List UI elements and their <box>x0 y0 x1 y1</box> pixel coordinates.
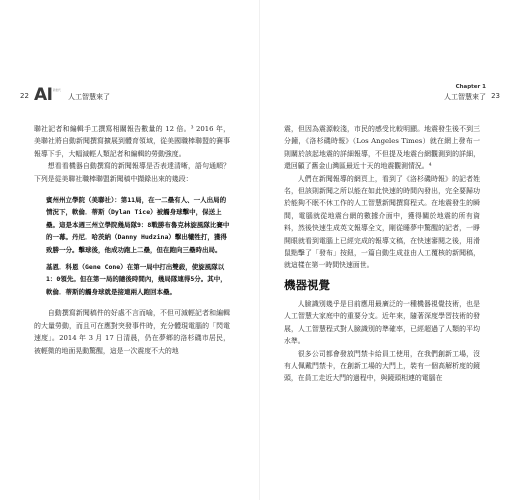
right-running-header <box>380 84 500 106</box>
paragraph: 聯社記者和編輯手工撰寫相關報告數量的 12 倍。³ 2016 年，美聯社將自動新聞撰寫擴展到體育領域，從美國職棒聯盟的賽事報導下手，大幅減輕人類記者和編輯的勞動強度。 <box>34 125 230 158</box>
section-heading: 機器視覺 <box>284 277 330 292</box>
right-page-number: 23 <box>491 92 500 100</box>
paragraph: 很多公司都會發放門禁卡給員工使用，在我們創新工場，沒有人佩戴門禁卡，在創新工場的大門上，裝有一個高解析度的鏡頭，在員工走近大門的過程中，與鏡頭相連的電腦在 <box>284 349 480 383</box>
ai-logo-subtext: 新世代 <box>53 89 61 92</box>
right-running-title: 人工智慧來了 <box>444 93 486 101</box>
paragraph: 震，但因為震源較淺，市民的感受比較明顯。地震發生後不到三分鐘，《洛杉磯時報》（Los Angeles Times）就在網上發布一則關於該起地震的詳細報導，不但提及地震台網觀測到的詳細，還回顧了舊金山灣區最近十天的地震觀測情況。⁴ <box>284 125 480 171</box>
quote-paragraph: 賓州州立學院（美聯社）：第11局，在一二壘有人、一人出局的情況下，軟倫．蒂斯（Dylan Tice）被觸身球擊中，保送上壘。這是本週三州立學院幾局隊9：8戰勝布魯克林旋風隊比賽中的一幕。丹尼．哈茨納（Danny Hudzina）擊出犧牲打，獲得致勝一分。擊球後，他成功跑上二壘，但在跑向三壘時出局。 <box>46 196 230 254</box>
block-quote <box>46 194 230 298</box>
paragraph: 人們在新聞報導的網頁上，看到了《洛杉磯時報》的記者姓名，但該則新聞之所以能在如此快速的時間內發出，完全要歸功於能夠不眠不休工作的人工智慧新聞撰寫程式。在地震發生的瞬間，電腦就從地震台網的數據介面中，獲得關於地震的所有資料，然後快速生成英文報導全文，剛從睡夢中驚醒的記者，一睜開眼就看到電腦上已經完成的報導文稿，在快速審閱之後，用滑鼠點擊了「發布」按鈕，一篇自動生成並由人工覆核的新聞稿，就這樣在第一時間快速面世。 <box>284 174 480 270</box>
ai-logo: AI <box>34 85 53 105</box>
right-body <box>284 123 480 385</box>
left-body <box>34 123 230 357</box>
left-running-header <box>20 86 240 106</box>
left-running-title: 人工智慧來了 <box>68 93 110 101</box>
left-page-number: 22 <box>20 92 29 100</box>
paragraph: 想看看機器自動撰寫的新聞報導是否表達清晰，語句通順？下列是從美聯社職棒聯盟新聞稿中擷錄出來的幾段： <box>34 162 230 183</box>
chapter-label: Chapter 1 <box>455 84 486 90</box>
paragraph: 自動撰寫新聞稿件的好處不言而喻，不但可減輕記者和編輯的大量勞動，而且可在應對突發事件時，充分體現電腦的「閃電速度」。2014 年 3 月 17 日清晨，仍在夢鄉的洛杉磯市居民，被輕微的地面晃動驚醒，這是一次震度不大的地 <box>34 309 230 355</box>
paragraph: 人臉識別幾乎是目前應用最廣泛的一種機器視覺技術，也是人工智慧大家庭中的重要分支。近年來，隨著深度學習技術的發展，人工智慧程式對人臉識別的準確率，已經超過了人類的平均水準。 <box>284 299 480 346</box>
quote-paragraph: 基恩．科恩（Gene Cone）在第一局中打出雙殺，使旋風隊以1：0領先。但在第一局的隨後時間內，幾局隊連得5分。其中，軟倫．蒂斯的觸身球就是接連兩人跑回本壘。 <box>46 263 227 296</box>
